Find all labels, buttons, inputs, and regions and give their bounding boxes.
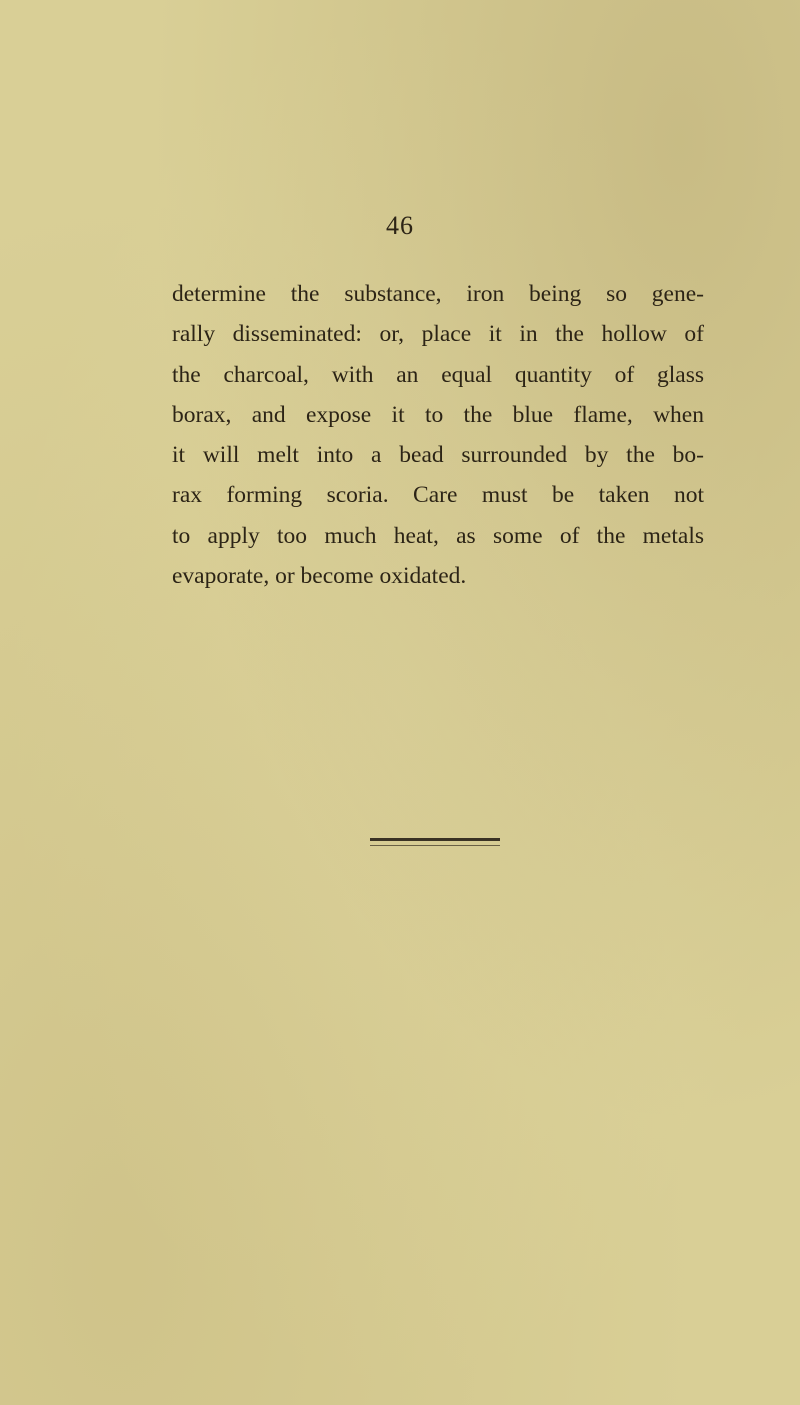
text-line: borax, and expose it to the blue flame, when (172, 401, 704, 428)
text-line: evaporate, or become oxidated. (172, 563, 467, 590)
text-line: rax forming scoria. Care must be taken not (172, 482, 704, 509)
text-line: determine the substance, iron being so gene- (172, 281, 704, 307)
text-line: rally disseminated: or, place it in the hollow of (172, 321, 704, 348)
section-divider-thin (370, 845, 500, 846)
page-number: 46 (386, 211, 414, 240)
body-paragraph (172, 274, 704, 596)
text-line: the charcoal, with an equal quantity of glass (172, 361, 704, 388)
text-line: it will melt into a bead surrounded by the bo- (172, 442, 704, 469)
section-divider (370, 838, 500, 841)
text-line: to apply too much heat, as some of the metals (172, 522, 704, 549)
